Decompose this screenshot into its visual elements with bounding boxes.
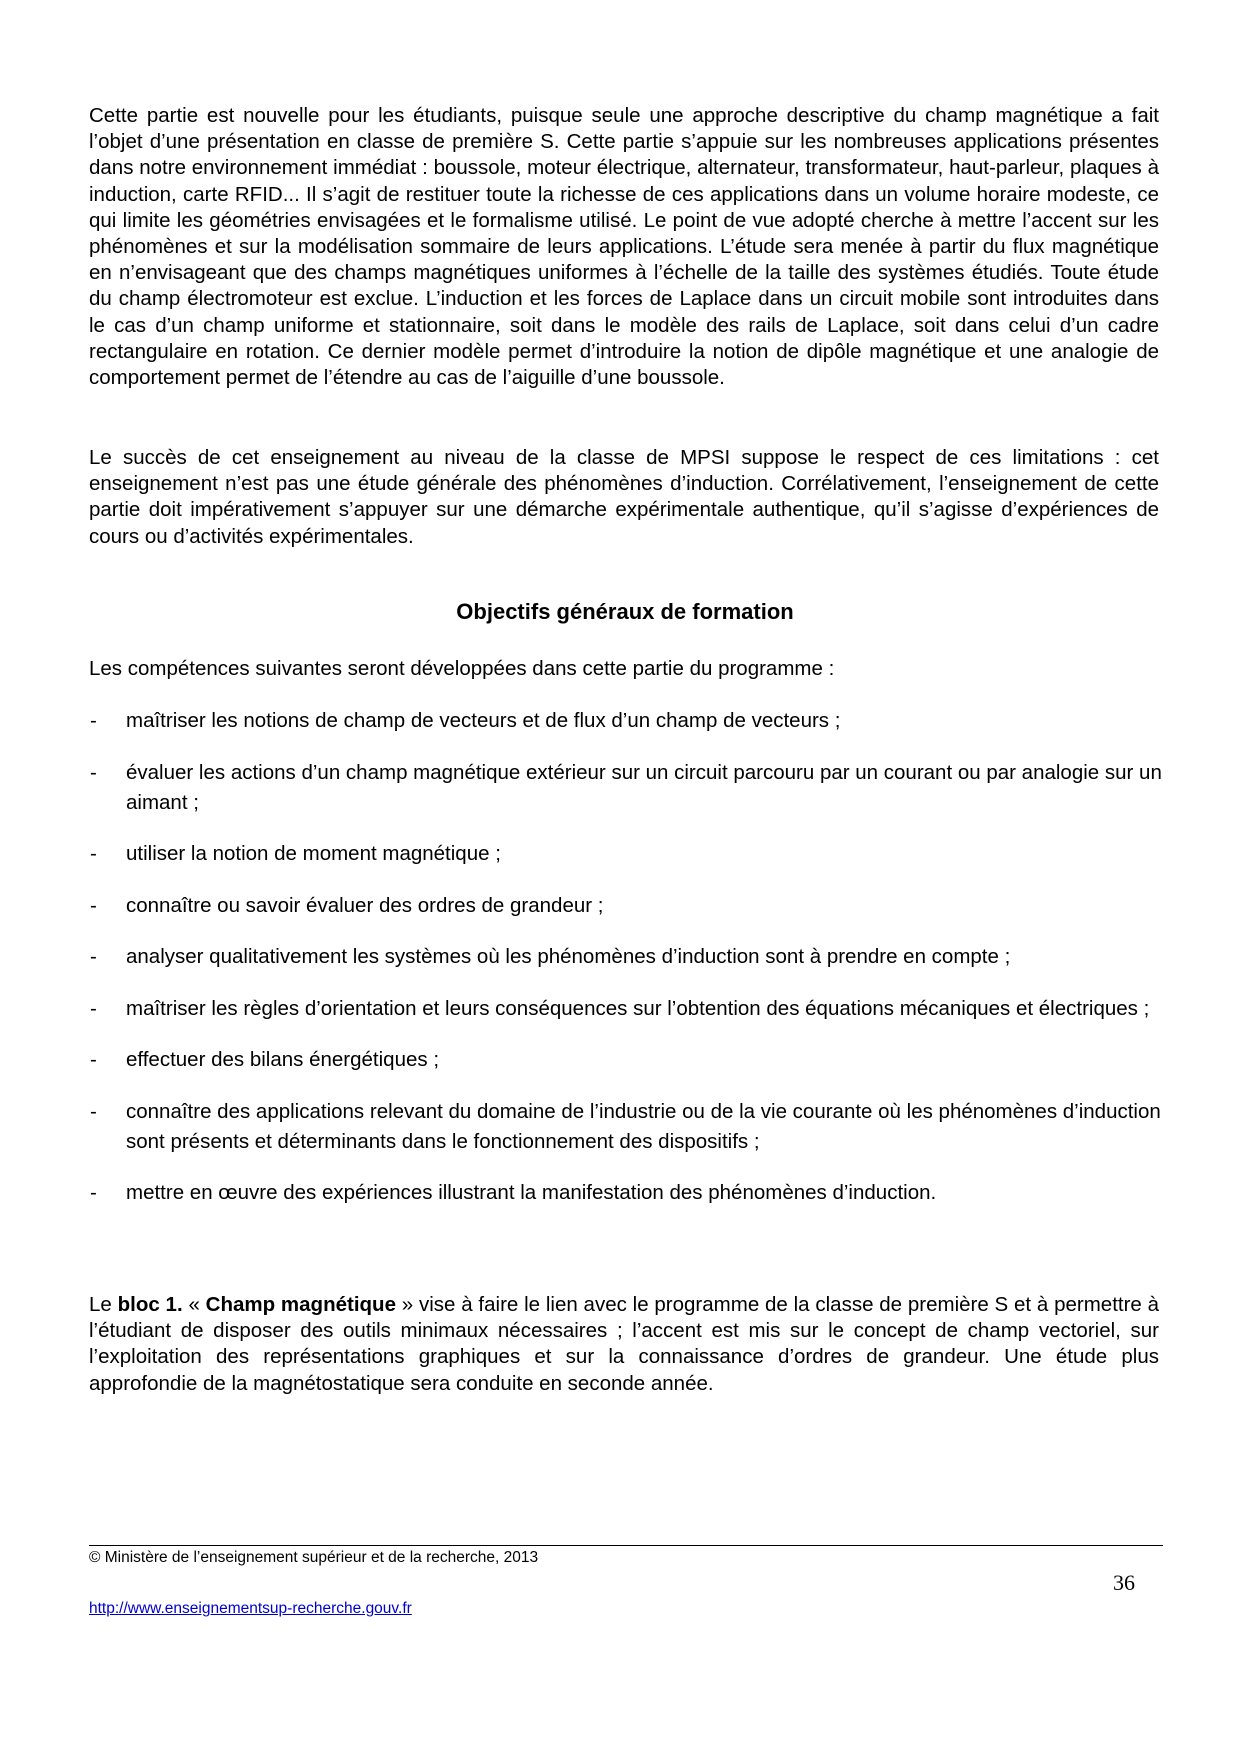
- list-item-text: utiliser la notion de moment magnétique ;: [126, 842, 501, 865]
- list-item-text: effectuer des bilans énergétiques ;: [126, 1048, 440, 1071]
- bullet-dash: -: [90, 842, 97, 865]
- footer-website-link[interactable]: http://www.enseignementsup-recherche.gouv.fr: [89, 1600, 412, 1617]
- list-item: [89, 891, 1169, 921]
- list-item: [89, 994, 1169, 1024]
- list-item: [89, 942, 1169, 972]
- list-item: [89, 839, 1169, 869]
- list-item-text: mettre en œuvre des expériences illustrant la manifestation des phénomènes d’induction.: [126, 1181, 937, 1204]
- bullet-dash: -: [90, 709, 97, 732]
- list-item: [89, 1097, 1169, 1157]
- section-intro: Les compétences suivantes seront développées dans cette partie du programme :: [89, 657, 835, 680]
- list-item: [89, 758, 1169, 818]
- section-title: [0, 598, 1240, 626]
- list-item-text: connaître ou savoir évaluer des ordres de grandeur ;: [126, 893, 604, 917]
- page-number: 36: [1113, 1570, 1135, 1595]
- bullet-dash: -: [90, 1099, 97, 1123]
- bullet-dash: -: [90, 893, 97, 917]
- bullet-dash: -: [90, 1048, 97, 1071]
- bullet-dash: -: [90, 1181, 97, 1204]
- list-item-text: maîtriser les règles d’orientation et leurs conséquences sur l’obtention des équations mécaniques et électriques ;: [126, 996, 1150, 1020]
- bloc-name: Champ magnétique: [205, 1293, 396, 1316]
- bullet-dash: -: [90, 945, 97, 968]
- body-paragraph-limitations: Le succès de cet enseignement au niveau de la classe de MPSI suppose le respect de ces limitations : cet enseignement n’est pas une étude générale des phénomènes d’induction. Corrélativement, l’enseignement de cette partie doit impérativement s’appuyer sur une démarche expérimentale authentique, qu’il s’agisse d’expériences de cours ou d’activités expérimentales.: [89, 446, 1159, 548]
- bloc-paragraph: [89, 1292, 1159, 1397]
- list-item-text: analyser qualitativement les systèmes où les phénomènes d’induction sont à prendre en compte ;: [126, 945, 1011, 968]
- list-item: [89, 1045, 1169, 1075]
- objectives-list: [89, 706, 1169, 1230]
- bullet-dash: -: [90, 760, 97, 784]
- body-paragraph-intro: Cette partie est nouvelle pour les étudiants, puisque seule une approche descriptive du champ magnétique a fait l’objet d’une présentation en classe de première S. Cette partie s’appuie sur les nombreuses applications présentes dans notre environnement immédiat : boussole, moteur électrique, alternateur, transformateur, haut-parleur, plaques à induction, carte RFID... Il s’agit de restituer toute la richesse de ces applications dans un volume horaire modeste, ce qui limite les géométries envisagées et le formalisme utilisé. Le point de vue adopté cherche à mettre l’accent sur les phénomènes et sur la modélisation sommaire de leurs applications. L’étude sera menée à partir du flux magnétique en n’envisageant que des champs magnétiques uniformes à l’échelle de la taille des systèmes étudiés. Toute étude du champ électromoteur est exclue. L’induction et les forces de Laplace dans un circuit mobile sont introduites dans le cas d’un champ uniforme et stationnaire, soit dans le modèle des rails de Laplace, soit dans celui d’un cadre rectangulaire en rotation. Ce dernier modèle permet d’introduire la notion de dipôle magnétique et une analogie de comportement permet de l’étendre au cas de l’aiguille d’une boussole.: [89, 104, 1159, 390]
- list-item-text: évaluer les actions d’un champ magnétique extérieur sur un circuit parcouru par un courant ou par analogie sur un aimant ;: [126, 760, 1162, 814]
- section-title-text: Objectifs généraux de formation: [456, 599, 794, 624]
- bloc-text: » vise à faire le lien avec le programme de la classe de première S et à permettre à l’étudiant de disposer des outils minimaux nécessaires ; l’accent est mis sur le concept de champ vectoriel, sur l’exploitation des représentations graphiques et sur la connaissance d’ordres de grandeur. Une étude plus approfondie de la magnétostatique sera conduite en seconde année.: [89, 1293, 1160, 1395]
- bullet-dash: -: [90, 996, 97, 1020]
- list-item-text: maîtriser les notions de champ de vecteurs et de flux d’un champ de vecteurs ;: [126, 709, 841, 732]
- list-item: [89, 1178, 1169, 1208]
- list-item-text: connaître des applications relevant du domaine de l’industrie ou de la vie courante où les phénomènes d’induction sont présents et déterminants dans le fonctionnement des dispositifs ;: [126, 1099, 1161, 1153]
- footer-copyright: © Ministère de l’enseignement supérieur et de la recherche, 2013: [89, 1549, 539, 1566]
- bloc-prefix: Le: [89, 1293, 118, 1316]
- footer-divider: [89, 1545, 1163, 1546]
- bloc-label: bloc 1.: [117, 1293, 183, 1316]
- bloc-open-quote: «: [182, 1293, 206, 1316]
- list-item: [89, 706, 1169, 736]
